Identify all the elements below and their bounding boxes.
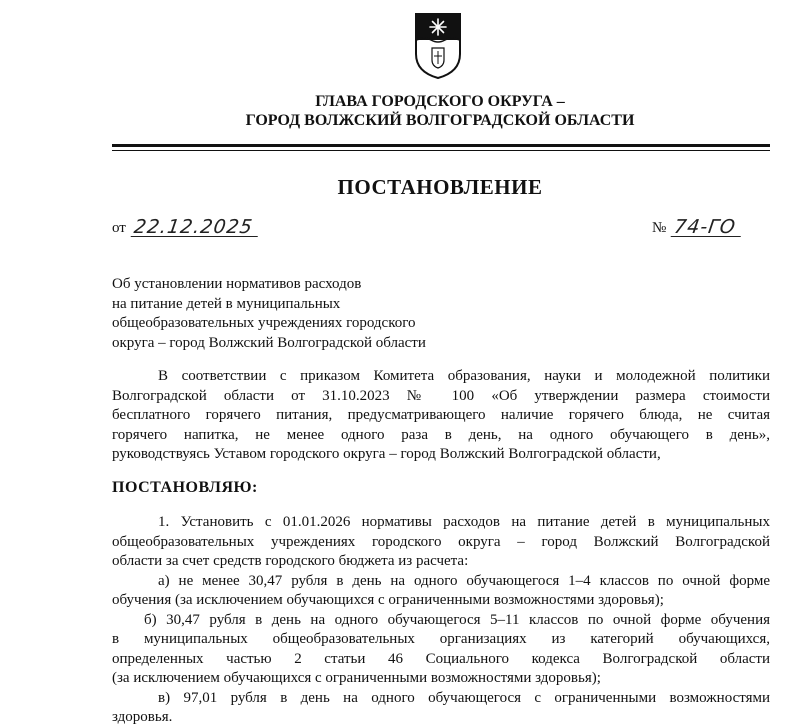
subject-line: на питание детей в муниципальных [112, 295, 341, 312]
number-field [652, 218, 742, 237]
clause-b-line: б) 30,47 рубля в день на одного обучающегося 5–11 классов по очной форме обучения [144, 611, 770, 628]
clause-v-line: здоровья. [112, 709, 173, 725]
preamble-line: руководствуясь Уставом городского округа – город Волжский Волгоградской области, [112, 446, 661, 462]
subject-line: округа – город Волжский Волгоградской области [112, 334, 426, 351]
document-title: ПОСТАНОВЛЕНИЕ [337, 175, 543, 199]
date-prefix: от [112, 220, 126, 236]
document-subject [112, 275, 492, 353]
handwritten-date: 22.12.2025 [131, 218, 260, 237]
preamble-line: горячего напитка, не менее одного раза в день, на одного обучающего в день», [112, 426, 770, 443]
clause-v-line: в) 97,01 рубля в день на одного обучающегося с ограниченными возможностями [158, 689, 770, 706]
preamble-line: Волгоградской области от 31.10.2023 № 100 «Об утверждении размера стоимости [112, 387, 770, 404]
clause-b-line: в муниципальных общеобразовательных организациях из категорий обучающихся, [112, 631, 770, 647]
authority-header-line2: ГОРОД ВОЛЖСКИЙ ВОЛГОГРАДСКОЙ ОБЛАСТИ [245, 112, 635, 129]
subject-line: общеобразовательных учреждениях городского [112, 315, 416, 331]
header-divider-thin [112, 150, 770, 151]
authority-header-line1: ГЛАВА ГОРОДСКОГО ОКРУГА – [315, 93, 565, 110]
header-divider-thick [112, 144, 770, 147]
preamble-line: бесплатного горячего питания, предусматривающего наличие горячего блюда, не считая [112, 407, 770, 423]
preamble-line: В соответствии с приказом Комитета образования, науки и молодежной политики [158, 368, 770, 384]
coat-of-arms-emblem [412, 10, 464, 80]
preamble-paragraph [112, 367, 770, 465]
subject-line: Об установлении нормативов расходов [112, 276, 362, 292]
handwritten-number: 74-ГО [671, 218, 744, 237]
clause-1-line: общеобразовательных учреждениях городского округа – город Волжский Волгоградской [112, 533, 770, 550]
number-prefix: № [652, 220, 667, 236]
clause-1-line: области за счет средств городского бюджета из расчета: [112, 553, 469, 569]
clause-b-line: определенных частью 2 статьи 46 Социального кодекса Волгоградской области [112, 650, 770, 667]
date-field [112, 218, 259, 237]
clause-b-line: (за исключением обучающихся с ограниченными возможностями здоровья); [112, 670, 601, 686]
clause-1-line: 1. Установить с 01.01.2026 нормативы расходов на питание детей в муниципальных [158, 514, 770, 530]
clause-a-line: а) не менее 30,47 рубля в день на одного обучающегося 1–4 классов по очной форме [158, 572, 770, 589]
decree-heading: ПОСТАНОВЛЯЮ: [112, 479, 258, 496]
clause-a-line: обучения (за исключением обучающихся с ограниченными возможностями здоровья); [112, 592, 664, 608]
decree-body [112, 513, 770, 728]
